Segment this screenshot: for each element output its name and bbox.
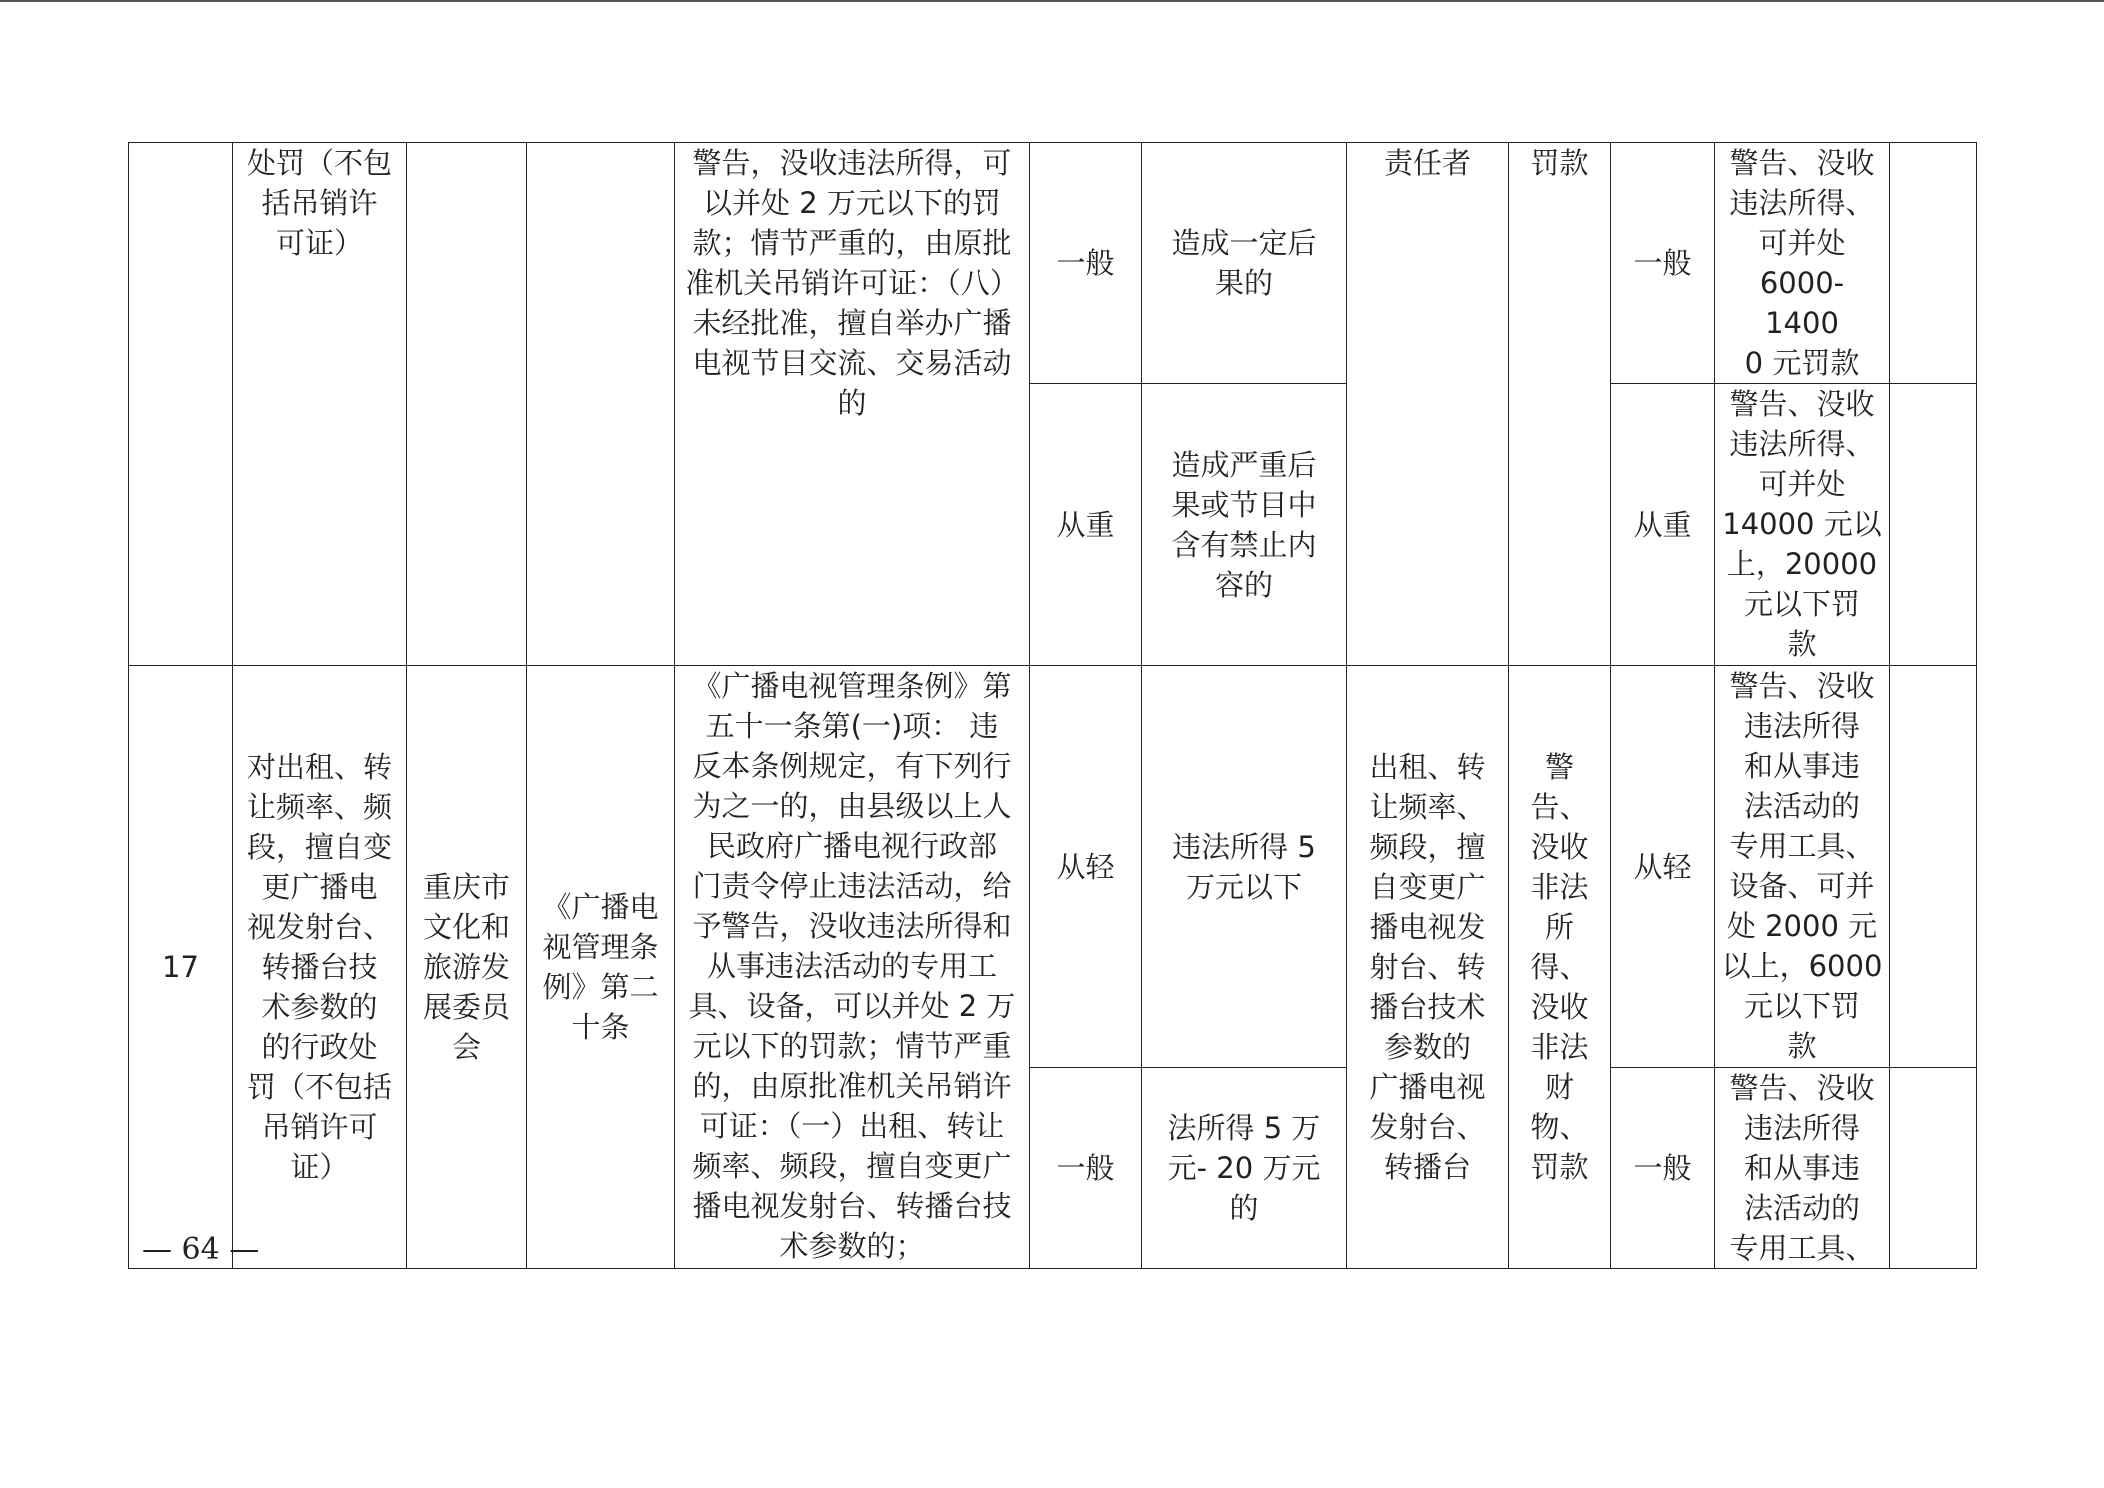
level-cell: 从重: [1030, 384, 1142, 666]
circumstance-cell: 违法所得 5 万元以下: [1142, 666, 1347, 1068]
standard-cell: 警告、没收 违法所得、 可并处 6000- 1400 0 元罚款: [1715, 143, 1890, 384]
standard-cell: 警告、没收 违法所得 和从事违 法活动的 专用工具、: [1715, 1068, 1890, 1269]
table-row: [129, 143, 1977, 384]
item-cell: 处罚（不包 括吊销许 可证）: [233, 143, 407, 666]
penalty-type-cell: 罚款: [1509, 143, 1611, 666]
law-cell-empty: [527, 143, 675, 666]
subject-cell: 出租、转 让频率、 频段，擅 自变更广 播电视发 射台、转 播台技术 参数的 广播电视 发射台、 转播台: [1347, 666, 1509, 1269]
level-cell: 一般: [1030, 143, 1142, 384]
level-cell: 从轻: [1030, 666, 1142, 1068]
degree-cell: 从重: [1611, 384, 1715, 666]
remark-cell: [1890, 666, 1977, 1068]
seq-cell: 17: [129, 666, 233, 1269]
basis-cell: 《广播电视管理条例》第 五十一条第(一)项： 违 反本条例规定，有下列行 为之一的，由县级以上人 民政府广播电视行政部 门责令停止违法活动，给 予警告，没收违法所得和 从事违法活动的专用工 具、设备，可以并处 2 万 元以下的罚款；情节严重 的，由原批准机关吊销许 可证：（一）出租、转让 频率、频段，擅自变更广 播电视发射台、转播台技 术参数的；: [675, 666, 1030, 1269]
level-cell: 一般: [1030, 1068, 1142, 1269]
remark-cell: [1890, 1068, 1977, 1269]
penalty-type-cell: 警 告、 没收 非法 所 得、 没收 非法 财 物、 罚款: [1509, 666, 1611, 1269]
basis-cell: 警告，没收违法所得，可 以并处 2 万元以下的罚 款；情节严重的，由原批 准机关吊销许可证：（八） 未经批准，擅自举办广播 电视节目交流、交易活动 的: [675, 143, 1030, 666]
circumstance-cell: 法所得 5 万 元- 20 万元 的: [1142, 1068, 1347, 1269]
top-border-line: [0, 0, 2104, 2]
page-number: — 64 —: [142, 1232, 260, 1267]
degree-cell: 从轻: [1611, 666, 1715, 1068]
remark-cell: [1890, 143, 1977, 384]
standard-cell: 警告、没收 违法所得、 可并处 14000 元以 上，20000 元以下罚 款: [1715, 384, 1890, 666]
standard-cell: 警告、没收 违法所得 和从事违 法活动的 专用工具、 设备、可并 处 2000 元 以上，6000 元以下罚 款: [1715, 666, 1890, 1068]
circumstance-cell: 造成严重后 果或节目中 含有禁止内 容的: [1142, 384, 1347, 666]
degree-cell: 一般: [1611, 1068, 1715, 1269]
circumstance-cell: 造成一定后 果的: [1142, 143, 1347, 384]
table-row: [129, 666, 1977, 1068]
penalty-standards-table: [128, 142, 1977, 1269]
seq-cell-empty: [129, 143, 233, 666]
remark-cell: [1890, 384, 1977, 666]
item-cell: 对出租、转 让频率、频 段，擅自变 更广播电 视发射台、 转播台技 术参数的 的行政处 罚（不包括 吊销许可 证）: [233, 666, 407, 1269]
degree-cell: 一般: [1611, 143, 1715, 384]
agency-cell-empty: [407, 143, 527, 666]
law-cell: 《广播电 视管理条 例》第二 十条: [527, 666, 675, 1269]
agency-cell: 重庆市 文化和 旅游发 展委员 会: [407, 666, 527, 1269]
subject-cell: 责任者: [1347, 143, 1509, 666]
